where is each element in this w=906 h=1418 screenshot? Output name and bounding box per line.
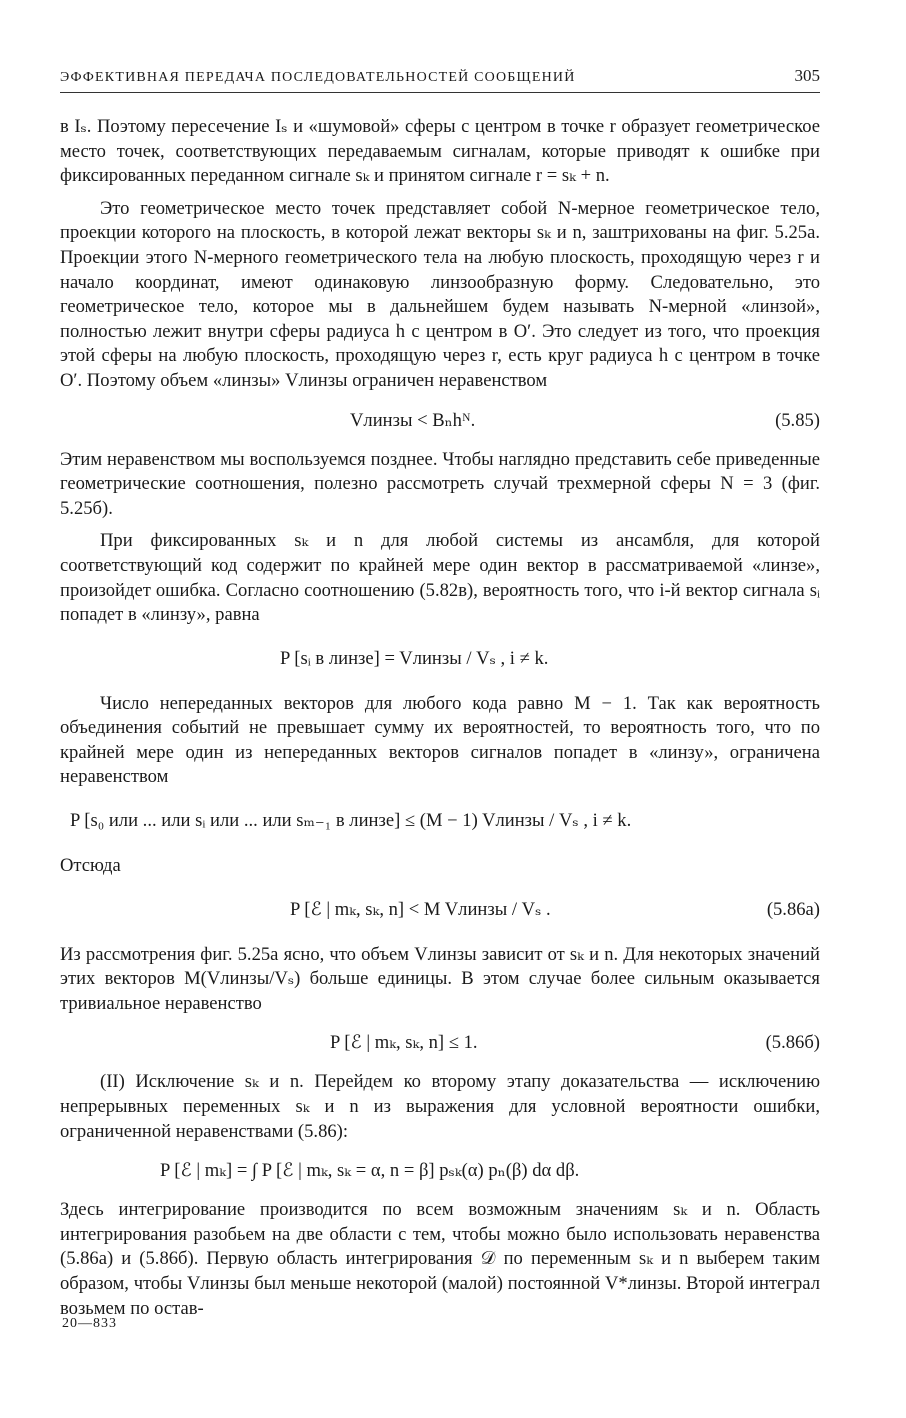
paragraph-7: Из рассмотрения фиг. 5.25а ясно, что объем Vлинзы зависит от sₖ и n. Для некоторых значений этих векторов M(Vлинзы/Vₛ) больше единицы. В этом случае более сильным оказывается тривиальное неравенство — [60, 943, 820, 1014]
equation-5-85 — [60, 398, 820, 444]
paragraph-9: Здесь интегрирование производится по всем возможным значениям sₖ и n. Область интегрирования разобьем на две области с тем, чтобы можно было использовать неравенства (5.86а) и (5.86б). Первую область интегрирования 𝒟 по переменным sₖ и n выберем таким образом, чтобы Vлинзы был меньше некоторой (малой) постоянной V*линзы. Второй интеграл возьмем по остав- — [60, 1199, 820, 1319]
paragraph-8: (II) Исключение sₖ и n. Перейдем ко второму этапу доказательства — исключению непрерывных переменных sₖ и n из выражения для условной вероятности ошибки, ограниченной неравенствами (5.86): — [60, 1071, 820, 1142]
equation-5-86b — [60, 1020, 820, 1066]
equation-5-86a — [60, 883, 820, 939]
paragraph-2: Это геометрическое место точек представляет собой N-мерное геометрическое тело, проекции которого на плоскость, в которой лежат векторы sₖ и n, заштрихованы на фиг. 5.25а. Проекции этого N-мерного геометрического тела на любую плоскость, проходящую через r и начало координат, имеют одинаковую линзообразную форму. Следовательно, это геометрическое тело, которое мы в дальнейшем будем называть N-мерной «линзой», полностью лежит внутри сферы радиуса h с центром в O′. Это следует из того, что проекция этой сферы на любую плоскость, проходящую через r, есть круг радиуса h с центром в точке O′. Поэтому объем «линзы» Vлинзы ограничен неравенством — [60, 197, 820, 391]
paragraph-4: При фиксированных sₖ и n для любой системы из ансамбля, для которой соответствующий код содержит по крайней мере один вектор в рассматриваемой «линзе», произойдет ошибка. Согласно соотношению (5.82в), вероятность того, что i-й вектор сигнала sᵢ попадет в «линзу», равна — [60, 530, 820, 626]
running-title: ЭФФЕКТИВНАЯ ПЕРЕДАЧА ПОСЛЕДОВАТЕЛЬНОСТЕЙ СООБЩЕНИЙ — [60, 70, 576, 85]
equation-5-86a-tag: (5.86а) — [766, 898, 820, 920]
equation-5-86b-expr: P [ℰ | mₖ, sₖ, n] ≤ 1. — [330, 1032, 478, 1054]
equation-prob-lens-expr: P [sᵢ в линзе] = Vлинзы / Vₛ , i ≠ k. — [280, 647, 549, 669]
equation-5-85-tag: (5.85) — [775, 409, 820, 431]
page-number: 305 — [794, 66, 820, 85]
paragraph-6: Отсюда — [60, 855, 121, 877]
paragraph-1: в Iₛ. Поэтому пересечение Iₛ и «шумовой» сферы с центром в точке r образует геометрическое место точек, соответствующих передаваемым сигналам, которые приводят к ошибке при фиксированных переданном сигнале sₖ и принятом сигнале r = sₖ + n. — [60, 116, 820, 187]
equation-prob-lens — [60, 632, 820, 688]
equation-union-bound-expr: P [s₀ или ... или sᵢ или ... или sₘ₋₁ в линзе] ≤ (M − 1) Vлинзы / Vₛ , i ≠ k. — [70, 810, 632, 832]
signature-mark: 20—833 — [62, 1316, 117, 1331]
equation-5-86b-tag: (5.86б) — [765, 1032, 820, 1054]
running-header — [60, 66, 820, 93]
page-content — [60, 66, 820, 1321]
equation-union-bound — [60, 794, 820, 850]
equation-5-86a-expr: P [ℰ | mₖ, sₖ, n] < M Vлинзы / Vₛ . — [290, 898, 551, 920]
equation-integral-expr: P [ℰ | mₖ] = ∫ P [ℰ | mₖ, sₖ = α, n = β] pₛₖ(α) pₙ(β) dα dβ. — [160, 1160, 580, 1182]
paragraph-3: Этим неравенством мы воспользуемся позднее. Чтобы наглядно представить себе приведенные геометрические соотношения, полезно рассмотреть случай трехмерной сферы N = 3 (фиг. 5.25б). — [60, 448, 820, 519]
paragraph-5: Число непереданных векторов для любого кода равно M − 1. Так как вероятность объединения событий не превышает сумму их вероятностей, то вероятность того, что по крайней мере один из непереданных векторов сигналов попадет в «линзу», ограничена неравенством — [60, 692, 820, 788]
equation-integral — [60, 1148, 820, 1194]
equation-5-85-expr: Vлинзы < Bₙhᴺ. — [350, 409, 476, 431]
